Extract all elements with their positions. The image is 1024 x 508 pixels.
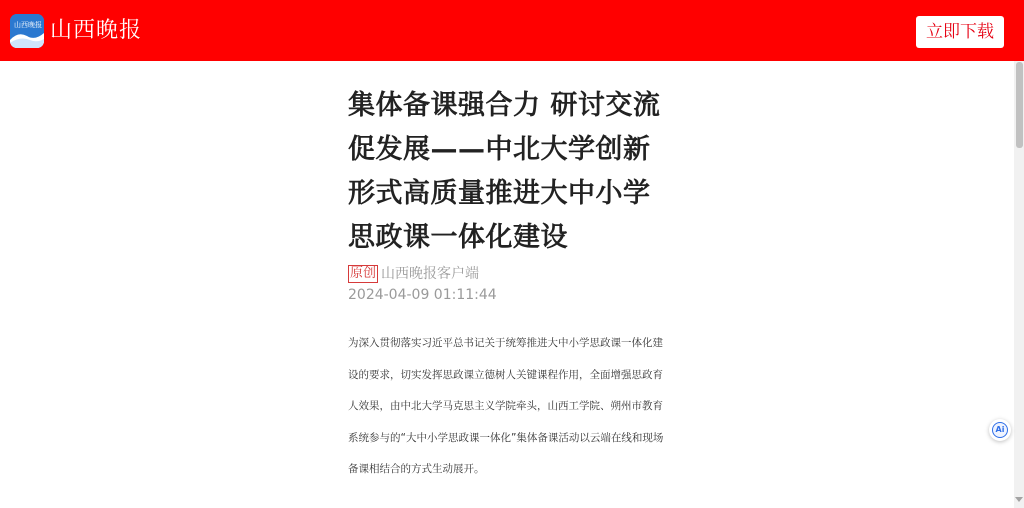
ai-assistant-icon: Ai (992, 422, 1008, 438)
scrollbar-thumb[interactable] (1016, 62, 1023, 148)
article-source: 山西晚报客户端 (381, 266, 480, 282)
article-title: 集体备课强合力 研讨交流促发展——中北大学创新形式高质量推进大中小学思政课一体化建设 (348, 90, 661, 253)
scroll-down-arrow-icon[interactable] (1015, 497, 1023, 502)
download-app-button[interactable]: 立即下载 (916, 16, 1004, 48)
brand-name: 山西晚报 (50, 18, 143, 43)
top-banner (0, 0, 1024, 61)
original-badge: 原创 (350, 266, 377, 281)
article-container (348, 84, 668, 486)
app-logo-icon[interactable] (10, 14, 44, 48)
ai-assistant-button[interactable] (989, 419, 1011, 441)
svg-text:山西晚报: 山西晚报 (14, 21, 42, 29)
publish-timestamp: 2024-04-09 01:11:44 (348, 287, 497, 303)
article-body: 为深入贯彻落实习近平总书记关于统筹推进大中小学思政课一体化建设的要求，切实发挥思政课立德树人关键课程作用，全面增强思政育人效果，由中北大学马克思主义学院牵头，山西工学院、朔州市教育系统参与的“大中小学思政课一体化”集体备课活动以云端在线和现场备课相结合的方式生动展开。 (348, 337, 664, 475)
article-meta (348, 263, 668, 285)
